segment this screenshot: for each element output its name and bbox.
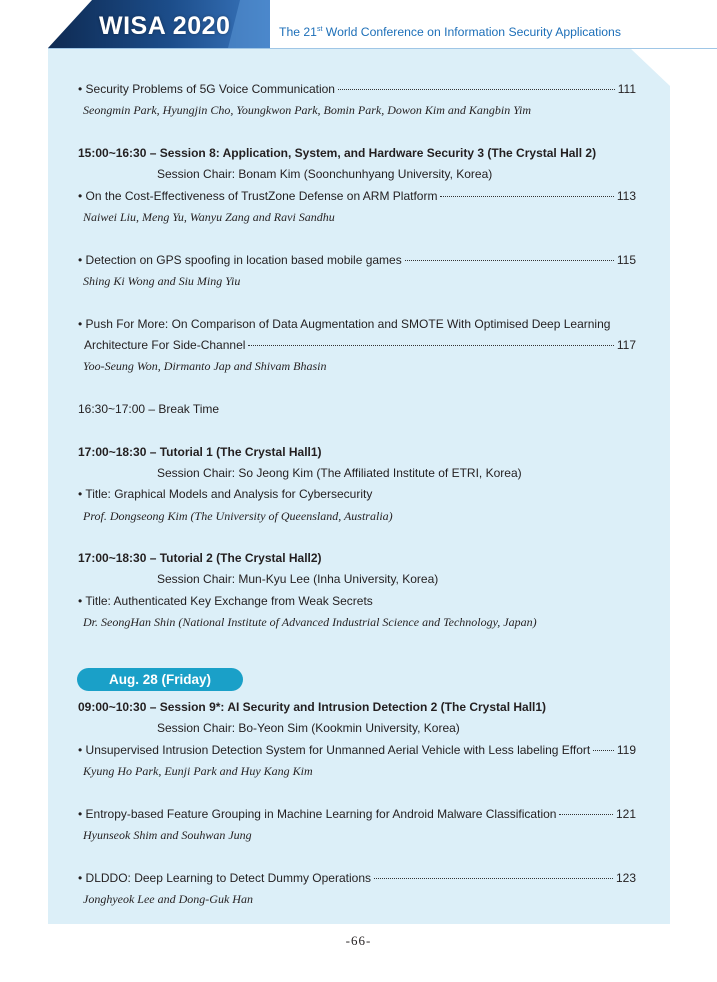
break-time: 16:30~17:00 – Break Time [78, 402, 220, 416]
session-heading: 15:00~16:30 – Session 8: Application, System, and Hardware Security 3 (The Crystal Hall 2) [78, 146, 597, 160]
paper-title-continued: Architecture For Side-Channel [84, 338, 246, 352]
paper-authors: Hyunseok Shim and Souhwan Jung [83, 828, 252, 842]
session-chair: Session Chair: Bo-Yeon Sim (Kookmin University, Korea) [157, 721, 460, 735]
session-chair: Session Chair: So Jeong Kim (The Affiliated Institute of ETRI, Korea) [157, 466, 522, 480]
paper-entry [78, 742, 636, 758]
dot-leader [374, 878, 613, 879]
dot-leader [248, 345, 613, 346]
page-ref: 117 [616, 338, 636, 352]
page-ref: 121 [615, 807, 636, 821]
paper-entry [84, 337, 636, 353]
paper-title: • Detection on GPS spoofing in location based mobile games [78, 253, 402, 267]
paper-entry [78, 188, 636, 204]
paper-authors: Naiwei Liu, Meng Yu, Wanyu Zang and Ravi Sandhu [83, 210, 335, 224]
paper-authors: Yoo-Seung Won, Dirmanto Jap and Shivam Bhasin [83, 359, 327, 373]
paper-authors: Seongmin Park, Hyungjin Cho, Youngkwon Park, Bomin Park, Dowon Kim and Kangbin Yim [83, 103, 531, 117]
paper-entry [78, 252, 636, 268]
dot-leader [593, 750, 614, 751]
dot-leader [559, 814, 613, 815]
paper-title: • Unsupervised Intrusion Detection System for Unmanned Aerial Vehicle with Less labeling Effort [78, 743, 591, 757]
paper-authors: Shing Ki Wong and Siu Ming Yiu [83, 274, 241, 288]
paper-entry [78, 81, 636, 97]
page-header [0, 0, 717, 50]
paper-authors: Kyung Ho Park, Eunji Park and Huy Kang Kim [83, 764, 313, 778]
paper-title: • On the Cost-Effectiveness of TrustZone Defense on ARM Platform [78, 189, 438, 203]
paper-title: • Push For More: On Comparison of Data Augmentation and SMOTE With Optimised Deep Learning [78, 317, 611, 331]
page-ref: 119 [616, 743, 636, 757]
tutorial-speaker: Prof. Dongseong Kim (The University of Queensland, Australia) [83, 509, 393, 523]
session-heading: 17:00~18:30 – Tutorial 2 (The Crystal Hall2) [78, 551, 322, 565]
paper-entry [78, 870, 636, 886]
session-chair: Session Chair: Bonam Kim (Soonchunhyang University, Korea) [157, 167, 493, 181]
logo: WISA 2020 [99, 12, 231, 40]
paper-title: • DLDDO: Deep Learning to Detect Dummy Operations [78, 871, 371, 885]
paper-entry [78, 806, 636, 822]
page-ref: 115 [616, 253, 636, 267]
dot-leader [440, 196, 613, 197]
page-ref: 123 [615, 871, 636, 885]
tutorial-title: • Title: Graphical Models and Analysis for Cybersecurity [78, 487, 373, 501]
page-number: -66- [345, 933, 372, 948]
conference-title: The 21st World Conference on Information Security Applications [279, 25, 621, 39]
paper-title: • Security Problems of 5G Voice Communication [78, 82, 335, 96]
tutorial-speaker: Dr. SeongHan Shin (National Institute of Advanced Industrial Science and Technology, Japan) [83, 615, 537, 629]
dot-leader [405, 260, 614, 261]
paper-authors: Jonghyeok Lee and Dong-Guk Han [83, 892, 253, 906]
session-heading: 17:00~18:30 – Tutorial 1 (The Crystal Hall1) [78, 445, 322, 459]
session-chair: Session Chair: Mun-Kyu Lee (Inha University, Korea) [157, 572, 439, 586]
dot-leader [338, 89, 615, 90]
page-ref: 113 [616, 189, 636, 203]
tutorial-title: • Title: Authenticated Key Exchange from Weak Secrets [78, 594, 373, 608]
day-badge: Aug. 28 (Friday) [77, 668, 243, 691]
page-ref: 111 [617, 82, 636, 96]
session-heading: 09:00~10:30 – Session 9*: AI Security and Intrusion Detection 2 (The Crystal Hall1) [78, 700, 547, 714]
paper-title: • Entropy-based Feature Grouping in Machine Learning for Android Malware Classification [78, 807, 557, 821]
